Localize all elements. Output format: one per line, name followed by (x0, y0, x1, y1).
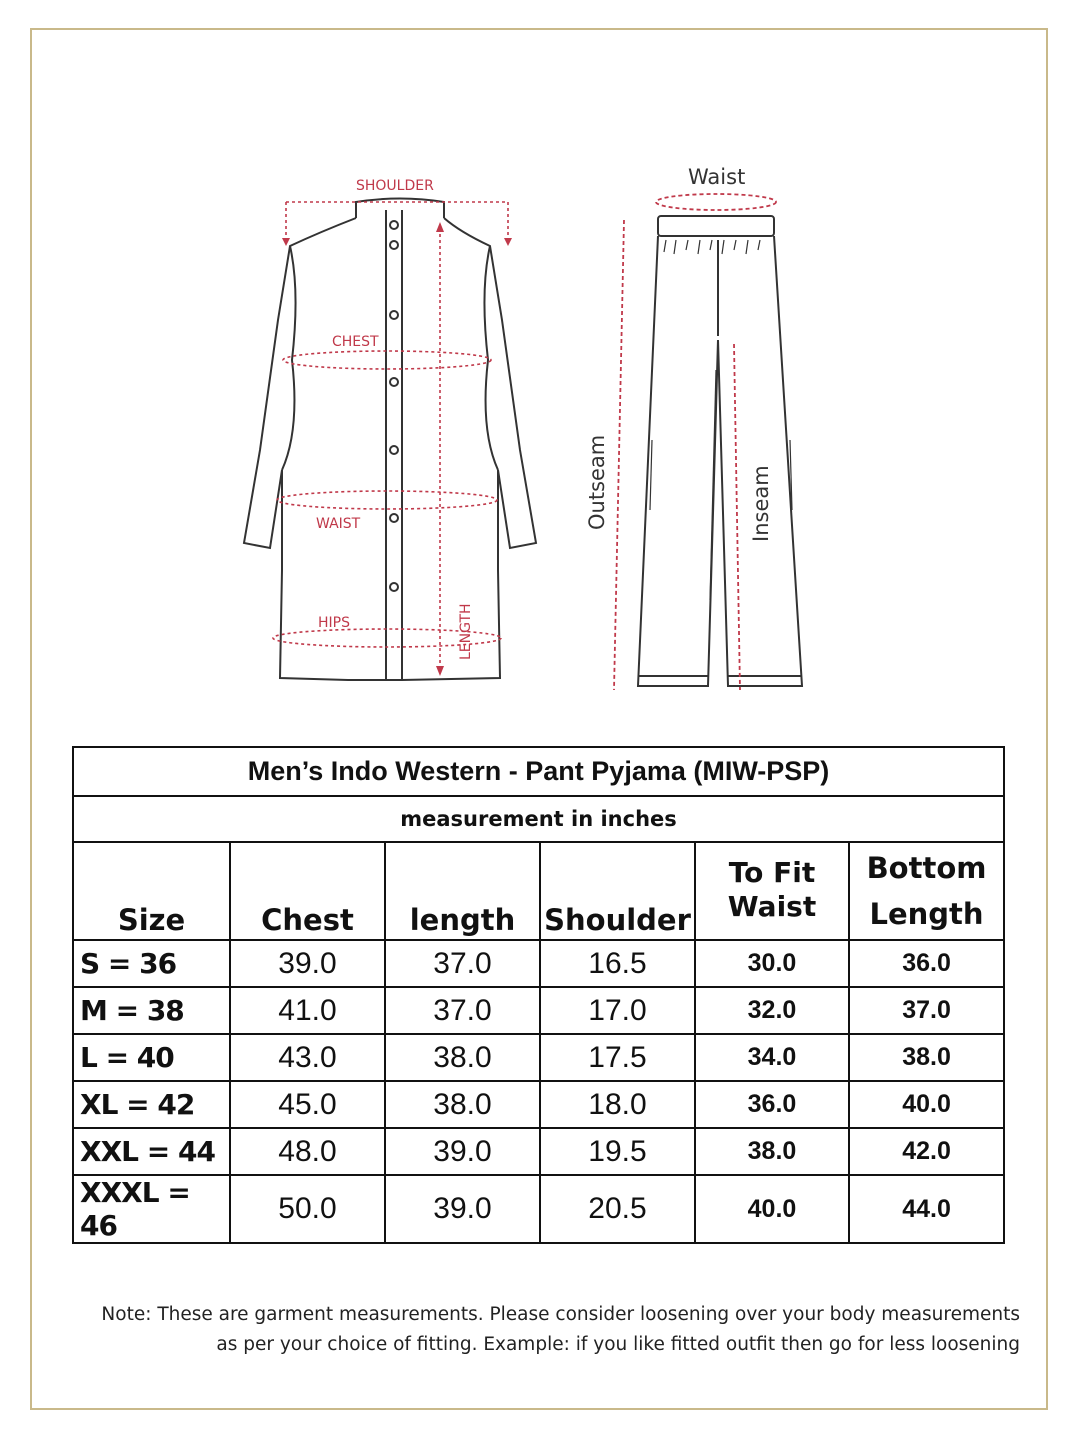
garment-illustration (230, 150, 830, 720)
bottom-length-cell: 37.0 (849, 987, 1004, 1034)
pant-waist-label: Waist (688, 165, 746, 189)
table-row (73, 1128, 1004, 1175)
fitting-note (40, 1300, 1020, 1360)
size-cell: XXXL = 46 (73, 1175, 230, 1243)
outseam-label: Outseam (585, 434, 609, 530)
size-cell: L = 40 (73, 1034, 230, 1081)
chest-cell: 48.0 (230, 1128, 385, 1175)
bottom-length-cell: 44.0 (849, 1175, 1004, 1243)
chest-cell: 43.0 (230, 1034, 385, 1081)
length-cell: 37.0 (385, 987, 540, 1034)
header-length: length (385, 842, 540, 940)
waist-cell: 40.0 (695, 1175, 849, 1243)
size-cell: S = 36 (73, 940, 230, 987)
table-row (73, 1175, 1004, 1243)
shoulder-cell: 17.5 (540, 1034, 695, 1081)
table-row (73, 1081, 1004, 1128)
table-row (73, 940, 1004, 987)
chest-label: CHEST (332, 334, 379, 350)
shoulder-cell: 16.5 (540, 940, 695, 987)
header-row (73, 842, 1004, 940)
length-cell: 39.0 (385, 1175, 540, 1243)
shoulder-label: SHOULDER (356, 178, 434, 194)
note-line-2: as per your choice of fitting. Example: if you like fitted outfit then go for less loosening (216, 1334, 1020, 1355)
hips-label: HIPS (318, 615, 350, 631)
waist-cell: 32.0 (695, 987, 849, 1034)
header-to-fit-waist-line1: To Fit (728, 856, 816, 889)
chest-cell: 45.0 (230, 1081, 385, 1128)
length-cell: 38.0 (385, 1081, 540, 1128)
unit-note: measurement in inches (73, 796, 1004, 842)
chest-cell: 50.0 (230, 1175, 385, 1243)
length-cell: 37.0 (385, 940, 540, 987)
table-row (73, 1034, 1004, 1081)
header-to-fit-waist-line2: Waist (727, 890, 817, 923)
bottom-length-cell: 36.0 (849, 940, 1004, 987)
size-cell: M = 38 (73, 987, 230, 1034)
size-cell: XL = 42 (73, 1081, 230, 1128)
waist-cell: 30.0 (695, 940, 849, 987)
shoulder-cell: 19.5 (540, 1128, 695, 1175)
header-shoulder: Shoulder (540, 842, 695, 940)
header-bottom-length-line1: Bottom (866, 851, 987, 885)
bottom-length-cell: 38.0 (849, 1034, 1004, 1081)
size-cell: XXL = 44 (73, 1128, 230, 1175)
pant-drawing (638, 216, 802, 686)
chest-cell: 39.0 (230, 940, 385, 987)
waist-cell: 36.0 (695, 1081, 849, 1128)
table-row (73, 987, 1004, 1034)
length-cell: 38.0 (385, 1034, 540, 1081)
unit-row (73, 796, 1004, 842)
header-size: Size (73, 842, 230, 940)
waist-cell: 38.0 (695, 1128, 849, 1175)
table-title-row (73, 747, 1004, 796)
inseam-label: Inseam (749, 465, 773, 542)
chest-cell: 41.0 (230, 987, 385, 1034)
header-to-fit-waist (695, 842, 849, 940)
size-chart-table (72, 746, 1005, 1244)
pant-measure-lines (614, 194, 776, 690)
length-label: LENGTH (458, 603, 474, 660)
waist-cell: 34.0 (695, 1034, 849, 1081)
kurta-drawing (244, 199, 536, 681)
header-bottom-length (849, 842, 1004, 940)
note-line-1: Note: These are garment measurements. Please consider loosening over your body measurements (101, 1304, 1020, 1325)
header-chest: Chest (230, 842, 385, 940)
size-diagram (230, 150, 830, 720)
kurta-measure-lines (273, 202, 508, 670)
table-title: Men’s Indo Western - Pant Pyjama (MIW-PSP) (73, 747, 1004, 796)
bottom-length-cell: 40.0 (849, 1081, 1004, 1128)
shoulder-cell: 17.0 (540, 987, 695, 1034)
shoulder-cell: 18.0 (540, 1081, 695, 1128)
length-cell: 39.0 (385, 1128, 540, 1175)
bottom-length-cell: 42.0 (849, 1128, 1004, 1175)
waist-label: WAIST (316, 516, 361, 532)
header-bottom-length-line2: Length (869, 897, 984, 931)
shoulder-cell: 20.5 (540, 1175, 695, 1243)
